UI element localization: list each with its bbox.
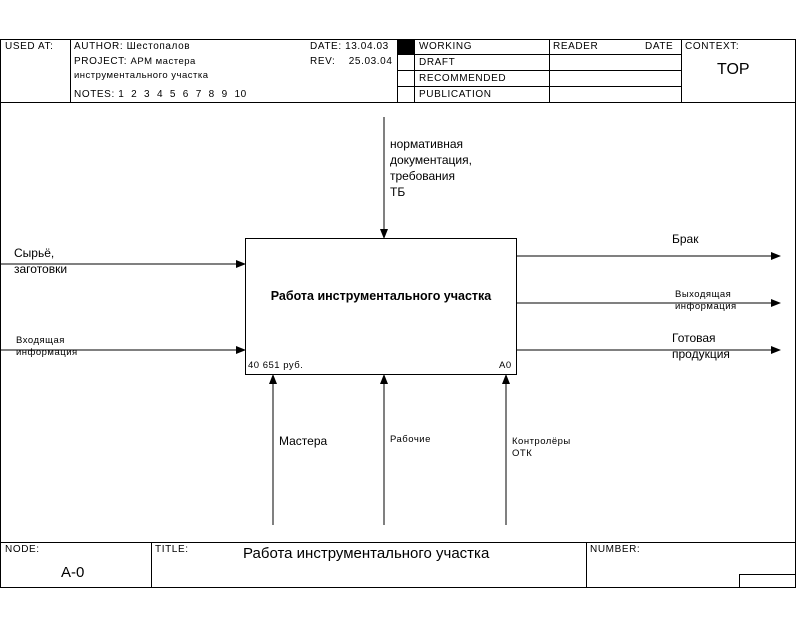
project-line2: инструментального участка <box>74 70 209 81</box>
number-label: NUMBER: <box>590 544 641 555</box>
author-row <box>74 41 190 52</box>
date-label: DATE: <box>310 41 342 52</box>
notes-row <box>74 89 247 100</box>
mechanism-label-masters: Мастера <box>279 434 328 448</box>
output-label-info <box>675 289 737 313</box>
project-row <box>74 56 196 67</box>
activity-title: Работа инструментального участка <box>270 289 492 303</box>
context-value: TOP <box>717 61 750 78</box>
status-recommended: RECOMMENDED <box>419 73 507 84</box>
input-label-line: заготовки <box>14 262 68 276</box>
control-label-line: документация, <box>390 153 472 167</box>
status-draft: DRAFT <box>419 57 456 68</box>
reader-date-label: DATE <box>645 41 674 52</box>
control-label-line: ТБ <box>390 185 406 199</box>
context-label: CONTEXT: <box>685 41 740 52</box>
output-label-line: Выходящая <box>675 289 732 300</box>
rev-value: 25.03.04 <box>348 56 393 67</box>
input-label-raw <box>14 245 67 277</box>
control-label <box>390 136 472 200</box>
output-label-line: продукция <box>672 347 730 361</box>
output-label-line: Готовая <box>672 331 716 345</box>
node-label: NODE: <box>5 544 40 555</box>
mechanism-label-controllers <box>512 436 571 460</box>
mechanism-label-line: Контролёры <box>512 436 571 447</box>
footer-title: Работа инструментального участка <box>243 545 490 562</box>
mechanism-label-workers: Рабочие <box>390 434 431 445</box>
input-label-info <box>16 335 78 359</box>
input-label-line: Сырьё, <box>14 246 55 260</box>
output-label-defect: Брак <box>672 232 699 246</box>
date-value: 13.04.03 <box>345 41 389 52</box>
output-label-line: информация <box>675 301 737 312</box>
project-line1: АРМ мастера <box>130 56 196 67</box>
control-label-line: требования <box>390 169 455 183</box>
notes-label: NOTES: <box>74 89 115 100</box>
reader-label: READER <box>553 41 599 52</box>
activity-node-id: А0 <box>499 360 512 371</box>
node-value: А-0 <box>61 564 85 581</box>
output-label-product <box>672 330 730 362</box>
input-label-line: Входящая <box>16 335 65 346</box>
status-publication: PUBLICATION <box>419 89 492 100</box>
project-label: PROJECT: <box>74 56 128 67</box>
activity-cost: 40 651 руб. <box>248 360 304 371</box>
input-label-line: информация <box>16 347 78 358</box>
author-value: Шестопалов <box>126 41 191 52</box>
status-working: WORKING <box>419 41 473 52</box>
notes-numbers: 1 2 3 4 5 6 7 8 9 10 <box>118 89 247 100</box>
rev-label: REV: <box>310 56 336 67</box>
date-row <box>310 41 389 52</box>
author-label: AUTHOR: <box>74 41 124 52</box>
rev-row <box>310 56 393 67</box>
working-status-marker <box>398 40 414 54</box>
control-label-line: нормативная <box>390 137 464 151</box>
used-at-label: USED AT: <box>5 41 54 52</box>
title-label: TITLE: <box>155 544 189 555</box>
activity-box <box>246 239 517 375</box>
mechanism-label-line: ОТК <box>512 448 533 459</box>
